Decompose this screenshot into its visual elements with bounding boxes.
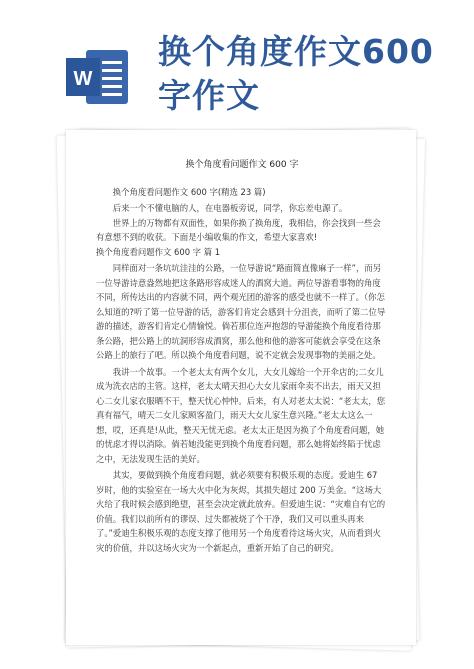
intro-line: 后来一个不懂电脑的人，在电器板旁说，同学，你忘差电源了。 — [112, 203, 348, 213]
body-paragraph: 同样面对一条坑坑洼洼的公路，一位导游说“路面简直像麻子一样”，而另一位导游诗意盎然地把这条路形容成迷人的酒窝大道。两位导游看事物的角度不同，所传达出的内容就不同，两个观光团的游客的感受也就不一样了。（你怎么知道的?听了第一位导游的话，游客们肯定会感到十分沮丧，而听了第二位导游的描述，游客们肯定心情愉悦。倘若那位连声抱怨的导游能换个角度看待那条公路，把公路上的坑洞形容成酒窝，那么他和他的游客可能就会享受在这条公路上的旅行了吧。所以换个角度看问题，说不定就会发现事物的美丽之处。 — [96, 263, 386, 360]
word-document-icon — [66, 48, 130, 106]
section-heading: 换个角度看问题作文 600 字 篇 1 — [96, 246, 221, 257]
body-paragraph: 其实，要做到换个角度看问题，就必须要有积极乐观的态度。爱迪生 67 岁时，他的实验室在一场大火中化为灰烬，其损失超过 200 万美金。“这场大火给了我时候会感到绝望，甚至会决定就此放弃。但爱迪生说：“灾难自有它的价值。我们以前所有的谬误、过失都被烧了个干净，我们又可以重头再来了。”爱迪生积极乐观的态度支撑了他用另一个角度看待这场火灾，从而看到火灾的价值，并以这场火灾为一个新起点，重新开始了自己的研究。 — [96, 470, 386, 553]
document-body — [96, 158, 388, 555]
document-preview — [56, 130, 428, 650]
paper-sheet-front — [66, 130, 416, 645]
intro-line: 世界上的万物都有双面性，如果你换了换角度，我相信，你会找到一些会有意想不到的收获。下面是小编收集的作文，希望大家喜欢! — [96, 217, 381, 242]
svg-text:W: W — [73, 68, 93, 90]
intro-heading: 换个角度看问题作文 600 字(精选 23 篇) — [112, 186, 266, 197]
document-banner — [0, 0, 474, 125]
body-paragraph: 我讲一个故事。一个老太太有两个女儿，大女儿嫁给一个开伞店的;二女儿成为洗衣店的主管。这样，老太太晴天担心大女儿家雨伞卖不出去，雨天又担心二女儿家衣服晒不干，整天忧心忡忡。后来，有人对老太太说：“老太太，您真有福气，晴天二女儿家顾客盈门，雨天大女儿家生意兴隆。”老太太这么一想，哎，还真是!从此，整天无忧无虑。老太太正是因为换了个角度看问题，她的忧虑才得以消除。倘若她没能更到换个角度看问题，那么她将始终陷于忧虑之中，无法发现生活的美好。 — [96, 366, 386, 464]
document-title: 换个角度看问题作文 600 字 — [185, 160, 299, 170]
banner-title: 换个角度作文600字作文 — [158, 32, 434, 115]
